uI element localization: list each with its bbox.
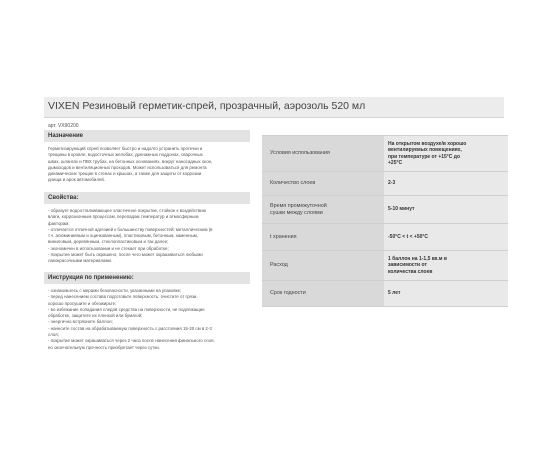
spec-row	[262, 196, 508, 224]
text-line: - ознакомьтесь с мерами безопасности, указанными на упаковке;	[48, 288, 182, 293]
text-line: т.ч. алюминиевым и оцинкованным), пластиковым, бетонным, каменным,	[48, 233, 198, 239]
text-line: лакокрасочными материалами.	[48, 258, 113, 264]
text-line: Герметизирующий спрей позволяет быстро и надолго устранить протечки и	[48, 146, 203, 151]
spec-row	[262, 251, 508, 281]
spec-key: Условия использования	[262, 136, 384, 172]
section-heading-properties: Свойства:	[44, 192, 250, 204]
text-line: - экономичен в использовании и не стекает при обработке;	[48, 245, 169, 251]
text-line: но окончательную прочность приобретает через сутки.	[48, 344, 160, 350]
text-line: дымоходов и вентиляционных проходов. Может использоваться для ремонта	[48, 164, 207, 170]
product-title: VIXEN Резиновый герметик-спрей, прозрачный, аэрозоль 520 мл	[48, 100, 366, 112]
spec-row	[262, 224, 508, 251]
text-line: обработке, защитите их пленкой или бумагой;	[48, 313, 143, 319]
text-line: влаги, коррозионным процессам, перепадам температур и атмосферным	[48, 214, 199, 220]
text-line: - энергично встряхните баллон;	[48, 319, 113, 325]
text-line: - покрытие может быть окрашено, после чего может окрашиваться любыми	[48, 252, 203, 258]
spec-value: 5 лет	[384, 281, 508, 307]
text-line: - отличается отличной адгезией к большинству поверхностей: металлическим (в	[48, 226, 213, 232]
spec-value: 1 баллон на 1-1,5 кв.м в зависимости от количества слоев	[384, 251, 508, 281]
properties-text	[44, 208, 250, 272]
spec-key: Время промежуточной сушки между слоями	[262, 196, 384, 224]
spec-value: 5-10 минут	[384, 196, 508, 224]
text-line: виниловым, деревянным, стеклопластиковым и так далее;	[48, 239, 169, 245]
spec-value: На открытом воздухе/в хорошо вентилируемых помещениях, при температуре от +15°С до +25°С	[384, 136, 508, 172]
text-line: днища и арок автомобилей.	[48, 177, 106, 183]
text-line: - перед нанесением состава подготовьте поверхность: очистите от грязи,	[48, 294, 198, 300]
title-bar	[44, 97, 504, 118]
text-line: слоя;	[48, 332, 59, 338]
spec-key: Количество слоев	[262, 172, 384, 196]
spec-key: t хранения	[262, 224, 384, 251]
spec-row	[262, 172, 508, 196]
spec-table	[262, 135, 508, 307]
text-line: трещины в кровле, водосточных желобах, дренажных поддонах, сварочных	[48, 152, 203, 158]
section-heading-purpose: Назначение	[44, 130, 250, 142]
article-number: арт. VX90200	[48, 123, 79, 129]
spec-value: -50°С < t < +50°С	[384, 224, 508, 251]
spec-row	[262, 281, 508, 307]
text-line: - нанесите состав на обрабатываемую поверхность с расстояния 15-20 см в 2-3	[48, 325, 212, 331]
text-line: - покрытие может окрашиваться через 2 часа после нанесения финального слоя,	[48, 338, 215, 344]
text-line: - образует водоотталкивающее эластичное покрытие, стойкое к воздействию	[48, 208, 207, 213]
purpose-text	[44, 146, 250, 192]
text-line: швах, шлангах и ПВХ трубах, на бетонных основаниях, вокруг наносадных окон,	[48, 158, 213, 164]
spec-key: Расход	[262, 251, 384, 281]
text-line: - во избежание попадания следов средства на поверхности, не подлежащие	[48, 306, 205, 312]
instructions-text	[44, 288, 250, 351]
text-line: факторам;	[48, 220, 70, 226]
text-line: хорошо просушите и обезжирьте;	[48, 300, 117, 306]
spec-row	[262, 136, 508, 172]
spec-key: Срок годности	[262, 281, 384, 307]
spec-value: 2-3	[384, 172, 508, 196]
text-line: динамических трещин в стенах и крышах, а также для защиты от коррозии	[48, 171, 202, 177]
section-heading-instructions: Инструкция по применению:	[44, 272, 250, 284]
description-column	[44, 130, 250, 351]
